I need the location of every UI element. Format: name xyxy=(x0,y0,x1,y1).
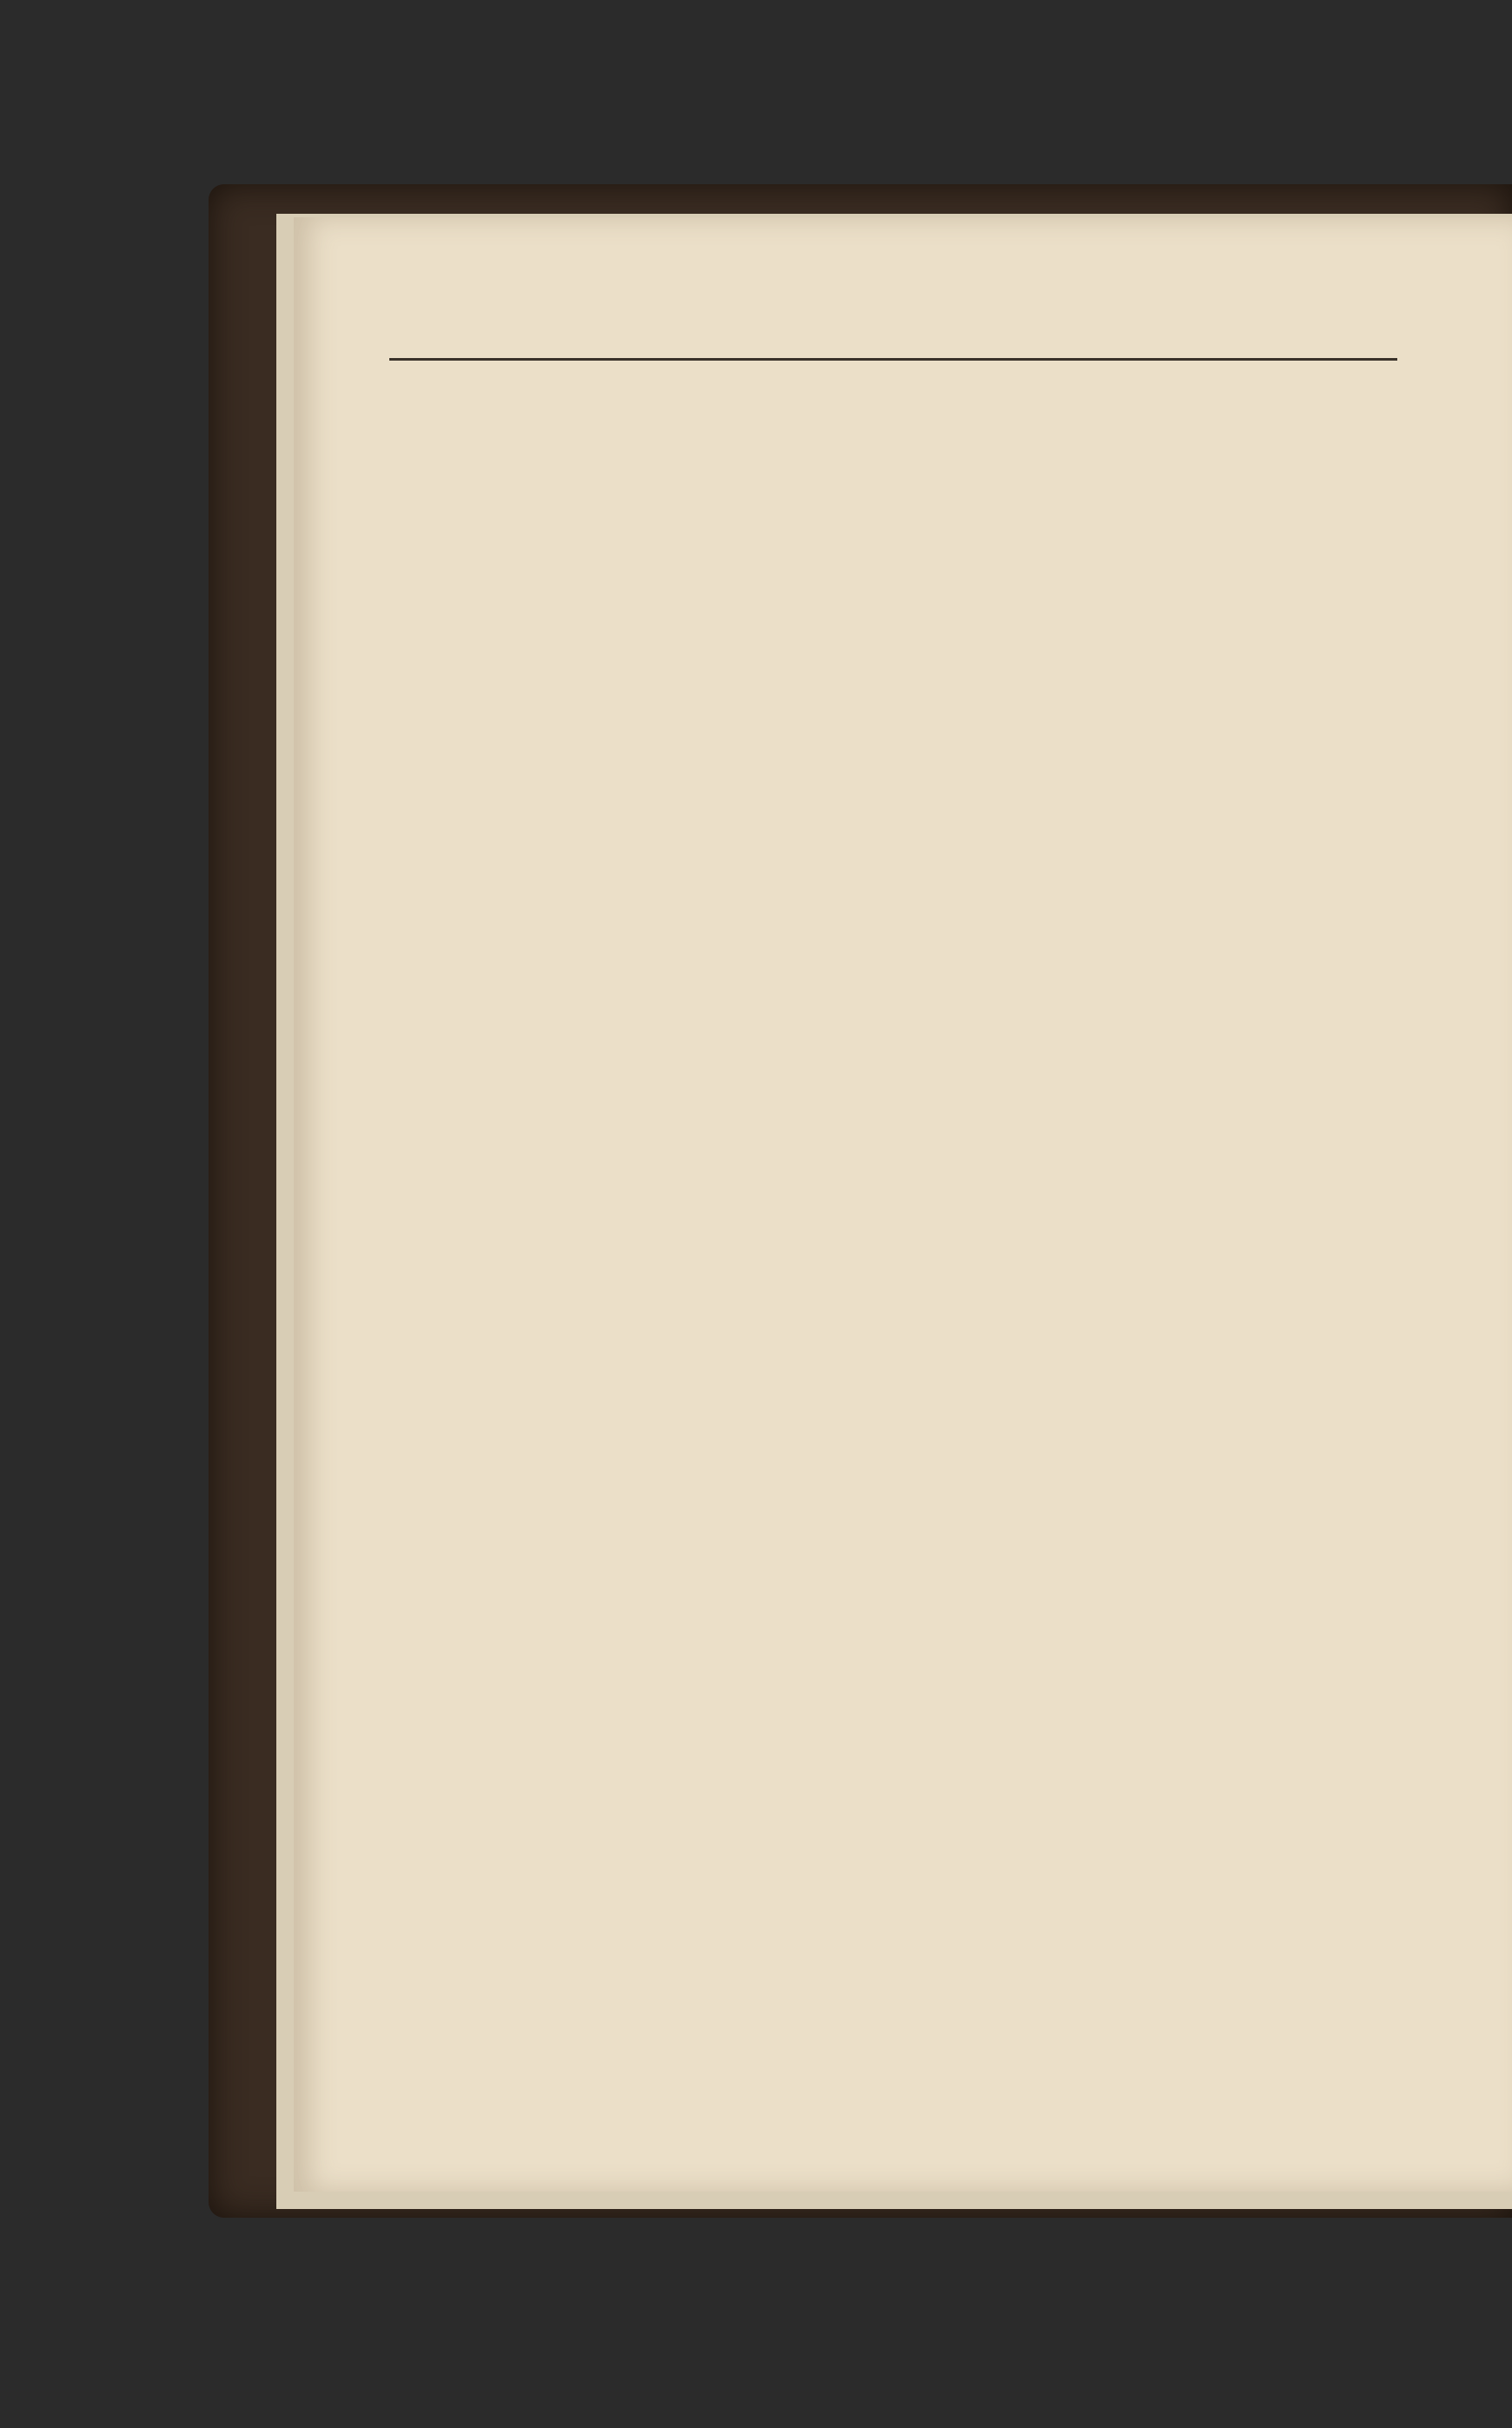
title-rule xyxy=(389,358,1397,361)
book-page xyxy=(294,217,1512,2192)
